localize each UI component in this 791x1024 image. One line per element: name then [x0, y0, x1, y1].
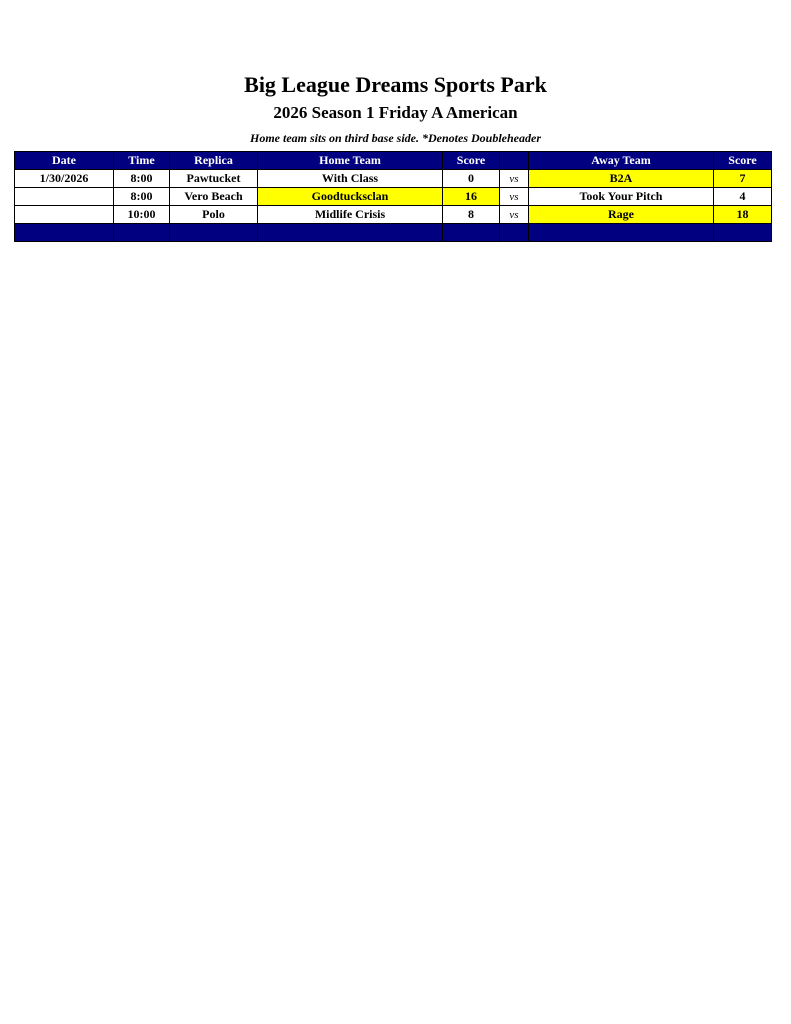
col-header-away-score: Score	[714, 152, 772, 170]
home-team: Goodtucksclan	[258, 188, 443, 206]
col-header-vs	[500, 152, 529, 170]
home-team: Midlife Crisis	[258, 206, 443, 224]
home-team: With Class	[258, 170, 443, 188]
col-header-away-team: Away Team	[529, 152, 714, 170]
table-row	[15, 188, 772, 206]
home-score: 0	[443, 170, 500, 188]
game-date: 1/30/2026	[15, 170, 114, 188]
table-header-row	[15, 152, 772, 170]
vs-label: vs	[500, 188, 529, 206]
away-score: 4	[714, 188, 772, 206]
home-score: 8	[443, 206, 500, 224]
table-footer-row	[15, 224, 772, 242]
season-subtitle: 2026 Season 1 Friday A American	[273, 103, 518, 122]
away-team: Rage	[529, 206, 714, 224]
schedule-table	[14, 151, 772, 242]
away-score: 7	[714, 170, 772, 188]
away-team: B2A	[529, 170, 714, 188]
col-header-time: Time	[114, 152, 170, 170]
vs-label: vs	[500, 170, 529, 188]
game-date	[15, 206, 114, 224]
col-header-home-team: Home Team	[258, 152, 443, 170]
field-name: Pawtucket	[170, 170, 258, 188]
table-row	[15, 170, 772, 188]
field-name: Polo	[170, 206, 258, 224]
game-time: 8:00	[114, 188, 170, 206]
table-row	[15, 206, 772, 224]
away-score: 18	[714, 206, 772, 224]
col-header-replica: Replica	[170, 152, 258, 170]
game-time: 8:00	[114, 170, 170, 188]
col-header-home-score: Score	[443, 152, 500, 170]
schedule-note: Home team sits on third base side. *Denotes Doubleheader	[250, 131, 541, 145]
vs-label: vs	[500, 206, 529, 224]
field-name: Vero Beach	[170, 188, 258, 206]
game-time: 10:00	[114, 206, 170, 224]
away-team: Took Your Pitch	[529, 188, 714, 206]
col-header-date: Date	[15, 152, 114, 170]
game-date	[15, 188, 114, 206]
page-title: Big League Dreams Sports Park	[244, 72, 547, 97]
home-score: 16	[443, 188, 500, 206]
